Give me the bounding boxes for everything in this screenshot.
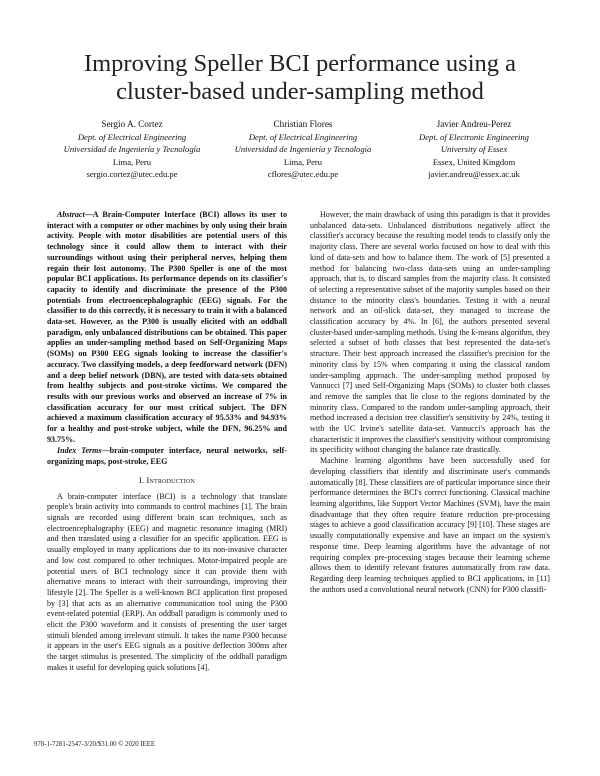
copyright-footer: 978-1-7281-2547-3/20/$31.00 © 2020 IEEE	[34, 741, 156, 748]
index-terms-label: Index Terms	[57, 446, 102, 456]
author-org: Universidad de Ingeniería y Tecnología	[63, 144, 201, 155]
author-dept: Dept. of Electrical Engineering	[77, 131, 187, 142]
abstract	[47, 210, 287, 445]
author-block-1	[32, 118, 232, 181]
body-paragraph-1: However, the main drawback of using this paradigm is that it provides unbalanced data-sets. Unbalanced distributions negatively affect the classifier's accuracy because the resulting model tends to classify only the majority class. There are several works focused on how to deal with this kind of data-sets and how to balance them. The work of [5] presented a method for balancing two-class data-sets using an under-sampling approach, that is, to discard samples from the majority class. It consisted of selecting a representative subset of the majority samples based on their distance to the minority class's boundaries. Testing it with a neural network and an oil-slick data-set, they managed to increase the classification accuracy by 4%. In [6], the authors presented several cluster-based under-sampling methods. Using the k-means algorithm, they selected a subset of both classes that best represented the data-set's structure. Their best approach increased the classifier's precision for the minority class by 15% when comparing it using the classical random under-sampling approach. The under-sampling method proposed by Vannucci [7] used Self-Organizing Maps (SOMs) to cluster both classes and remove the samples that lie close to the regions dominated by the minority class. Compared to the random under-sampling approach, their method increased a decision tree classifier's sensitivity by 24%, testing it with the UC Irvine's satellite data-set. Vannucci's approach has the characteristic it improves the classifier's sensitivity without compromising its specificity without changing the balance rate drastically.	[310, 210, 550, 455]
author-city: Lima, Peru	[112, 156, 152, 167]
abstract-text: —A Brain-Computer Interface (BCI) allows its user to interact with a computer or other machines by only using their brain activity. People with motor disabilities are potential users of this technology since it could allow them to interact with their surroundings without using their peripheral nerves, helping them regain their lost autonomy. The P300 Speller is one of the most popular BCI applications. Its performance depends on its classifier's capacity to identify and discriminate the presence of the P300 potentials from electroencephalographic (EEG) signals. For the classifier to do this correctly, it is necessary to train it with a balanced data-set. However, as the P300 is usually elicited with an oddball paradigm, only unbalanced distributions can be obtained. This paper applies an under-sampling method based on Self-Organizing Maps (SOMs) on P300 EEG signals looking to increase the classifier's accuracy. Two classifying models, a deep feedforward network (DFN) and a deep belief network (DBN), are tested with data-sets obtained from healthy subjects and post-stroke victims. We compared the results with our previous works and observed an increase of 7% in classification accuracy for our most critical subject. The DFN achieved a maximum classification accuracy of 95.53% and 94.93% for a healthy and post-stroke subject, while the DFN, 96.25% and 93.75%.	[47, 210, 287, 444]
body-paragraph-2: Machine learning algorithms have been successfully used for developing classifiers that identify and discriminate user's commands automatically [8]. These classifiers are of particular importance since their performance determines the BCI's correct functioning. Classical machine learning algorithms, like Support Vector Machines (SVM), have the main disadvantage that they often require feature reduction pre-processing stages to achieve a good classification accuracy [9] [10]. These stages are usually computationally expensive and have an impact on the system's response time. Deep learning algorithms have the advantage of not requiring complex pre-processing stages because their learning scheme allows them to identify relevant features automatically from raw data. Regarding deep learning techniques applied to BCI applications, in [11] the authors used a convolutional neural network (CNN) for P300 classifi-	[310, 456, 550, 594]
left-column	[47, 210, 287, 674]
author-email: javier.andreu@essex.ac.uk	[428, 169, 520, 180]
paper-title	[40, 50, 560, 106]
author-name: Christian Flores	[273, 119, 333, 129]
right-column	[310, 210, 550, 595]
author-dept: Dept. of Electrical Engineering	[248, 131, 358, 142]
title-line-2: cluster-based under-sampling method	[116, 78, 484, 105]
index-terms-text: —brain-computer interface, neural networks, self-organizing maps, post-stroke, EEG	[47, 446, 288, 467]
author-name: Javier Andreu-Perez	[436, 119, 512, 129]
index-terms	[47, 446, 287, 467]
author-email: cflores@utec.edu.pe	[267, 169, 339, 180]
author-org: University of Essex	[440, 144, 508, 155]
title-line-1: Improving Speller BCI performance using a	[83, 50, 517, 77]
author-city: Lima, Peru	[283, 156, 323, 167]
author-dept: Dept. of Electronic Engineering	[419, 131, 529, 142]
author-email: sergio.cortez@utec.edu.pe	[86, 169, 178, 180]
abstract-label: Abstract	[57, 210, 85, 219]
section-heading: I. Introduction	[138, 475, 195, 485]
intro-paragraph: A brain-computer interface (BCI) is a technology that translate people's brain activity into commands to control machines [1]. The brain signals are recorded using different brain scan techniques, such as electroencephalography (EEG) and magnetic resonance imaging (MRI) and then translated using a classifier for an specific application. EEG is usually employed in many applications due to its non-invasive character and low cost compared to other techniques. Motor-impaired people are potential users of BCI technology since it can provide them with alternative means to interact with their surroundings, improving their lifestyle [2]. The Speller is a well-known BCI application first proposed by [3] that acts as an alternative communication tool using the P300 event-related potential (ERP). An oddball paradigm is commonly used to elicit the P300 waveform and it consists of presenting the user target stimuli blended among irrelevant stimuli. It takes the name P300 because it appears in the user's EEG signals as a positive deflection 300ms after the target stimulus is presented. The simplicity of the oddball paradigm makes it useful for developing quick solutions [4].	[47, 491, 287, 672]
author-name: Sergio A. Cortez	[101, 119, 163, 129]
author-block-3	[374, 118, 574, 181]
author-block-2	[203, 118, 403, 181]
author-org: Universidad de Ingeniería y Tecnología	[234, 144, 372, 155]
author-city: Essex, United Kingdom	[432, 156, 516, 167]
